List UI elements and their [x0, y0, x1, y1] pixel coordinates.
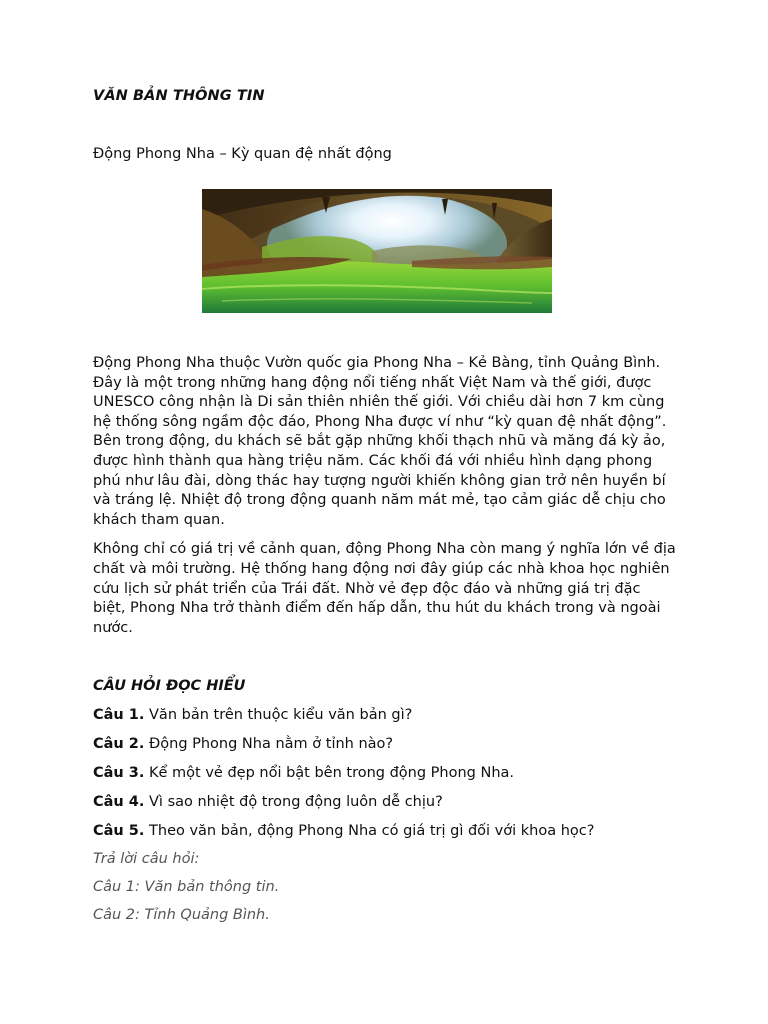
- answers-heading: Trả lời câu hỏi:: [93, 851, 200, 867]
- question-item: [93, 792, 678, 812]
- document-subtitle: Động Phong Nha – Kỳ quan đệ nhất động: [93, 146, 392, 162]
- answers-section: [93, 849, 678, 925]
- question-number: Câu 3.: [93, 765, 145, 781]
- question-item: [93, 821, 678, 841]
- answer-item: Câu 1: Văn bản thông tin.: [93, 879, 280, 895]
- cave-photo: [202, 189, 552, 313]
- paragraph-1: Động Phong Nha thuộc Vườn quốc gia Phong Nha – Kẻ Bàng, tỉnh Quảng Bình. Đây là một trong những hang động nổi tiếng nhất Việt Nam và thế giới, được UNESCO công nhận là Di sản thiên nhiên thế giới. Với chiều dài hơn 7 km cùng hệ thống sông ngầm độc đáo, Phong Nha được ví như “kỳ quan đệ nhất động”. Bên trong động, du khách sẽ bắt gặp những khối thạch nhũ và măng đá kỳ ảo, được hình thành qua hàng triệu năm. Các khối đá với nhiều hình dạng phong phú như lâu đài, dòng thác hay tượng người khiến không gian trở nên huyền bí và tráng lệ. Nhiệt độ trong động quanh năm mát mẻ, tạo cảm giác dễ chịu cho khách tham quan.: [93, 355, 667, 528]
- question-number: Câu 4.: [93, 794, 145, 810]
- paragraph-2: Không chỉ có giá trị về cảnh quan, động Phong Nha còn mang ý nghĩa lớn về địa chất và môi trường. Hệ thống hang động nơi đây giúp các nhà khoa học nghiên cứu lịch sử phát triển của Trái đất. Nhờ vẻ đẹp độc đáo và những giá trị đặc biệt, Phong Nha trở thành điểm đến hấp dẫn, thu hút du khách trong và ngoài nước.: [93, 541, 676, 636]
- body-text: [93, 354, 678, 648]
- document-heading: VĂN BẢN THÔNG TIN: [93, 88, 265, 104]
- document-content: [93, 86, 678, 923]
- question-text: Theo văn bản, động Phong Nha có giá trị gì đối với khoa học?: [149, 823, 595, 839]
- question-item: [93, 763, 678, 783]
- question-text: Động Phong Nha nằm ở tỉnh nào?: [149, 736, 394, 752]
- questions-section: [93, 676, 678, 925]
- answer-item: Câu 2: Tỉnh Quảng Bình.: [93, 907, 270, 923]
- question-text: Kể một vẻ đẹp nổi bật bên trong động Phong Nha.: [149, 765, 515, 781]
- question-number: Câu 5.: [93, 823, 145, 839]
- question-number: Câu 1.: [93, 707, 145, 723]
- question-number: Câu 2.: [93, 736, 145, 752]
- questions-heading: CÂU HỎI ĐỌC HIỂU: [93, 678, 246, 694]
- question-list: [93, 705, 678, 841]
- question-text: Vì sao nhiệt độ trong động luôn dễ chịu?: [149, 794, 443, 810]
- question-item: [93, 705, 678, 725]
- question-text: Văn bản trên thuộc kiểu văn bản gì?: [149, 707, 413, 723]
- question-item: [93, 734, 678, 754]
